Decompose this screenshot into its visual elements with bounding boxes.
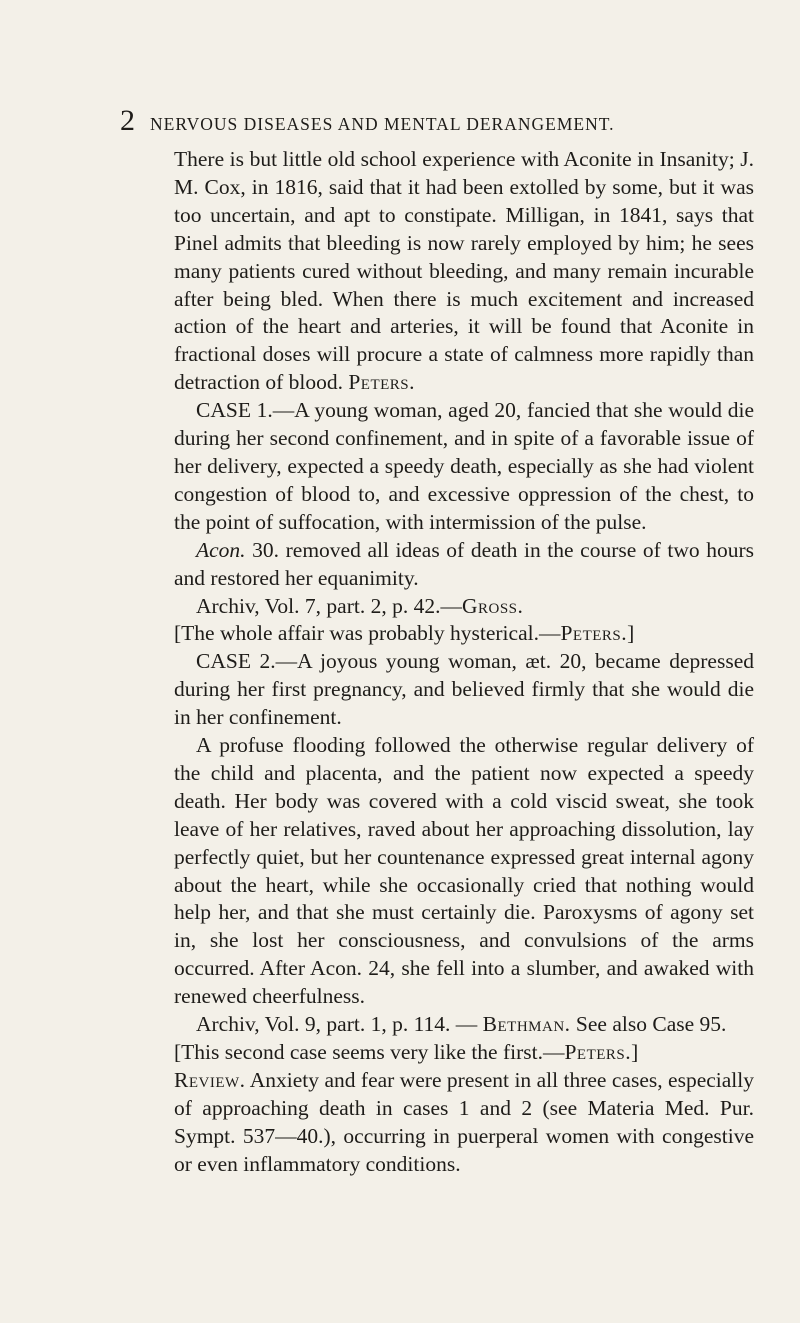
author-signature: Peters. (560, 621, 628, 646)
body-text (174, 146, 754, 1179)
paragraph-case-2-detail: A profuse flooding followed the otherwise regular delivery of the child and placenta, and the patient now expected a speedy death. Her body was covered with a cold viscid sweat, she took leave of her relatives, raved about her approaching dissolution, lay perfectly quiet, but her countenance expressed great internal agony about the heart, while she occasionally cried that nothing would help her, and that she must certainly die. Paroxysms of agony set in, she lost her consciousness, and convulsions of the arms occurred. After Acon. 24, she fell into a slumber, and awaked with renewed cheerfulness. (174, 733, 754, 1009)
paragraph-review: Review. Anxiety and fear were present in all three cases, especially of approaching death in cases 1 and 2 (see Materia Med. Pur. Sympt. 537—40.), occurring in puerperal women with congestive or even inflammatory conditions. (174, 1067, 754, 1176)
author-signature: Peters. (348, 370, 416, 395)
paragraph-case-2-source: Archiv, Vol. 9, part. 1, p. 114. — Bethman. See also Case 95. (196, 1012, 727, 1037)
paragraph-case-2: CASE 2.—A joyous young woman, æt. 20, became depressed during her first pregnancy, and believed firmly that she would die in her confinement. (174, 649, 754, 730)
remedy-abbrev: Acon. (196, 537, 246, 562)
page-number: 2 (120, 104, 135, 137)
running-header (120, 104, 710, 137)
paragraph-intro: There is but little old school experience with Aconite in Insanity; J. M. Cox, in 1816, said that it had been extolled by some, but it was too uncertain, and apt to constipate. Milligan, in 1841, says that Pinel admits that bleeding is now rarely employed by him; he sees many patients cured without bleeding, and many remain incurable after being bled. When there is much excitement and increased action of the heart and arteries, it will be found that Aconite in fractional doses will procure a state of calmness more rapidly than detraction of blood. Peters. (174, 147, 754, 395)
author-signature: Bethman. (482, 1012, 571, 1037)
running-title: NERVOUS DISEASES AND MENTAL DERANGEMENT. (150, 114, 615, 134)
paragraph-case-1-source: Archiv, Vol. 7, part. 2, p. 42.—Gross. (196, 593, 524, 618)
paragraph-case-1: CASE 1.—A young woman, aged 20, fancied that she would die during her second confinement, and in spite of a favorable issue of her delivery, expected a speedy death, especially as she had violent congestion of blood to, and excessive oppression of the chest, to the point of suffocation, with intermission of the pulse. (174, 398, 754, 534)
review-heading: Review. (174, 1067, 246, 1092)
paragraph-case-2-note: [This second case seems very like the first.—Peters.] (174, 1040, 639, 1064)
paragraph-case-1-treatment: Acon. 30. removed all ideas of death in the course of two hours and restored her equanimity. (174, 537, 754, 590)
author-signature: Gross. (461, 593, 524, 618)
paragraph-case-1-note: [The whole affair was probably hysterical.—Peters.] (174, 621, 635, 646)
author-signature: Peters. (564, 1040, 632, 1064)
